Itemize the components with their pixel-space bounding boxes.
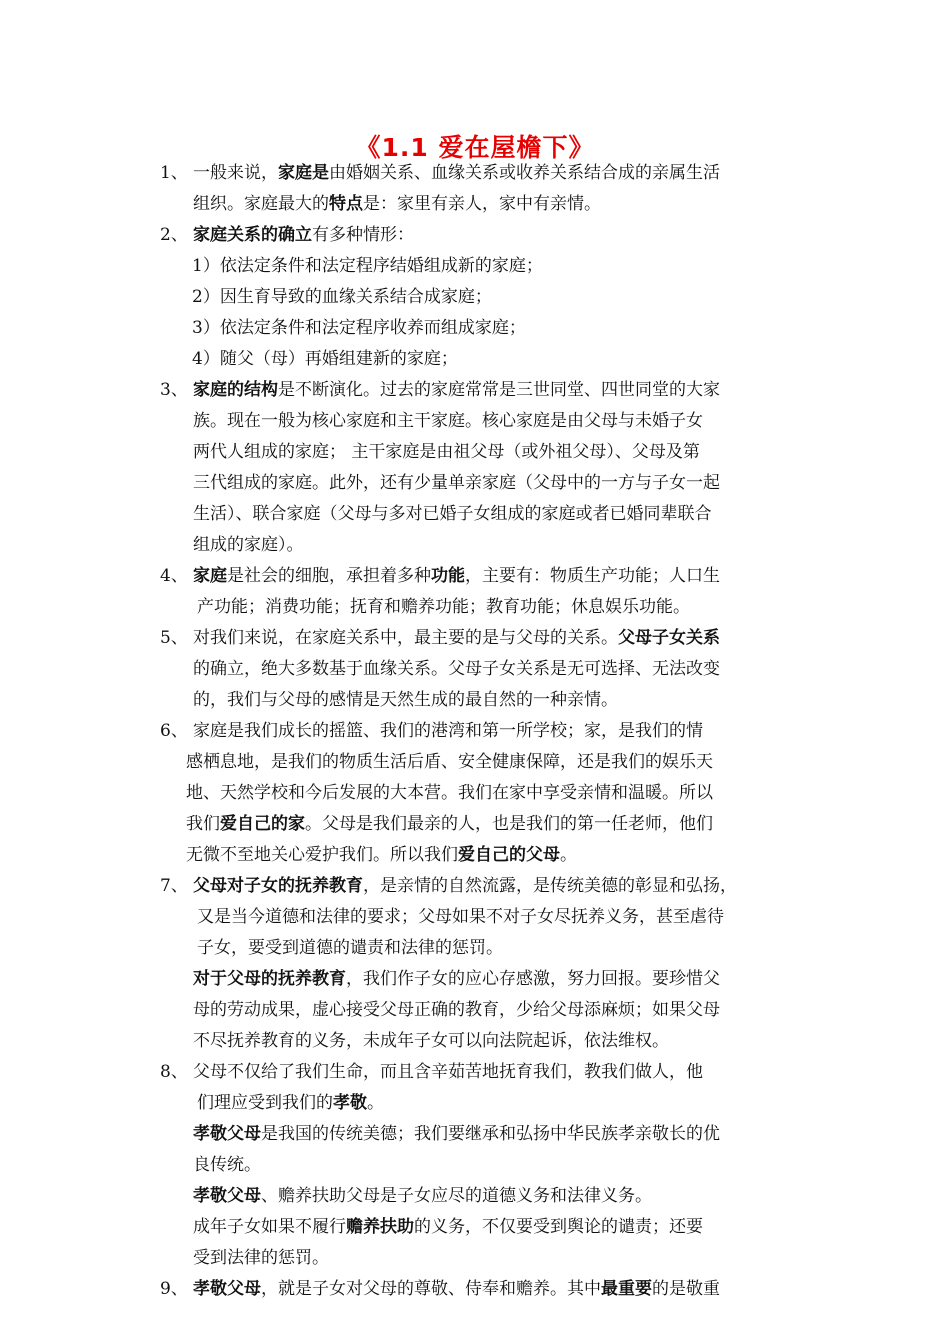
bold-term: 孝敬父母	[193, 1124, 261, 1144]
bold-term: 父母子女关系	[618, 628, 720, 648]
text: 我们	[186, 814, 220, 834]
item-2-sub-3: 3）依法定条件和法定程序收养而组成家庭；	[192, 318, 526, 338]
bold-term: 对于父母的抚养教育	[193, 969, 346, 989]
item-1-line-1	[160, 158, 800, 189]
text: 。	[560, 845, 577, 865]
text: 一般来说，	[193, 163, 278, 183]
item-8-line-1	[160, 1057, 800, 1088]
text: 由婚姻关系、血缘关系或收养关系结合成的亲属生活	[329, 163, 720, 183]
item-number: 1、	[160, 163, 188, 183]
bold-term: 家庭关系的确立	[193, 225, 312, 245]
text: 的义务，不仅要受到舆论的谴责；还要	[414, 1217, 703, 1237]
item-2-line-1	[160, 220, 800, 251]
text: ，是亲情的自然流露，是传统美德的彰显和弘扬，	[363, 876, 737, 896]
text: 。	[367, 1093, 384, 1113]
text: 家庭是我们成长的摇篮、我们的港湾和第一所学校；家，是我们的情	[193, 721, 703, 741]
text: 有多种情形：	[312, 225, 414, 245]
item-number: 2、	[160, 225, 188, 245]
item-number: 7、	[160, 876, 188, 896]
bold-term: 孝敬父母	[193, 1279, 261, 1299]
bold-term: 功能	[431, 566, 465, 586]
document-title: 《1.1 爱在屋檐下》	[355, 133, 595, 162]
item-6-line-3: 地、天然学校和今后发展的大本营。我们在家中享受亲情和温暖。所以	[186, 783, 713, 803]
item-5-line-1	[160, 623, 800, 654]
document-body	[160, 158, 800, 1305]
item-number: 5、	[160, 628, 188, 648]
text: 是：家里有亲人，家中有亲情。	[363, 194, 601, 214]
item-3-line-3: 两代人组成的家庭； 主干家庭是由祖父母（或外祖父母）、父母及第	[193, 442, 700, 462]
text: 是社会的细胞，承担着多种	[227, 566, 431, 586]
item-8-line-7: 受到法律的惩罚。	[193, 1248, 329, 1268]
item-1-line-2	[160, 189, 800, 220]
item-7-line-6: 不尽抚养教育的义务，未成年子女可以向法院起诉，依法维权。	[193, 1031, 669, 1051]
bold-term: 孝敬父母	[193, 1186, 261, 1206]
item-3-line-6: 组成的家庭）。	[193, 535, 304, 555]
text: 父母不仅给了我们生命，而且含辛茹苦地抚育我们，教我们做人，他	[193, 1062, 703, 1082]
item-number: 4、	[160, 566, 188, 586]
text: 的是敬重	[652, 1279, 720, 1299]
item-8-line-2	[160, 1088, 800, 1119]
item-3-line-1	[160, 375, 800, 406]
item-9-line-1	[160, 1274, 800, 1305]
item-8-line-6	[160, 1212, 800, 1243]
bold-term: 家庭的结构	[193, 380, 278, 400]
item-number: 8、	[160, 1062, 188, 1082]
item-6-line-2: 感栖息地，是我们的物质生活后盾、安全健康保障，还是我们的娱乐天	[186, 752, 713, 772]
bold-term: 家庭是	[278, 163, 329, 183]
item-7-line-1	[160, 871, 800, 902]
item-number: 3、	[160, 380, 188, 400]
item-7-line-4	[160, 964, 800, 995]
text: 是不断演化。过去的家庭常常是三世同堂、四世同堂的大家	[278, 380, 720, 400]
item-3-line-2: 族。现在一般为核心家庭和主干家庭。核心家庭是由父母与未婚子女	[193, 411, 703, 431]
bold-term: 特点	[329, 194, 363, 214]
item-8-line-4: 良传统。	[193, 1155, 261, 1175]
item-5-line-2: 的确立，绝大多数基于血缘关系。父母子女关系是无可选择、无法改变	[193, 659, 720, 679]
text: 。父母是我们最亲的人，也是我们的第一任老师，他们	[305, 814, 713, 834]
bold-term: 最重要	[601, 1279, 652, 1299]
item-6-line-5	[160, 840, 800, 871]
item-number: 9、	[160, 1279, 188, 1299]
item-7-line-2: 又是当今道德和法律的要求；父母如果不对子女尽抚养义务，甚至虐待	[197, 907, 724, 927]
bold-term: 赡养扶助	[346, 1217, 414, 1237]
bold-term: 孝敬	[333, 1093, 367, 1113]
text: 、赡养扶助父母是子女应尽的道德义务和法律义务。	[261, 1186, 652, 1206]
item-7-line-5: 母的劳动成果，虚心接受父母正确的教育，少给父母添麻烦；如果父母	[193, 1000, 720, 1020]
text: ，就是子女对父母的尊敬、侍奉和赡养。其中	[261, 1279, 601, 1299]
text: 对我们来说，在家庭关系中，最主要的是与父母的关系。	[193, 628, 618, 648]
item-3-line-5: 生活）、联合家庭（父母与多对已婚子女组成的家庭或者已婚同辈联合	[193, 504, 712, 524]
text: ，我们作子女的应心存感激，努力回报。要珍惜父	[346, 969, 720, 989]
text: ，主要有：物质生产功能；人口生	[465, 566, 720, 586]
item-2-sub-2: 2）因生育导致的血缘关系结合成家庭；	[192, 287, 492, 307]
text: 是我国的传统美德；我们要继承和弘扬中华民族孝亲敬长的优	[261, 1124, 720, 1144]
item-2-sub-1: 1）依法定条件和法定程序结婚组成新的家庭；	[192, 256, 543, 276]
text: 无微不至地关心爱护我们。所以我们	[186, 845, 458, 865]
text: 们理应受到我们的	[197, 1093, 333, 1113]
item-5-line-3: 的，我们与父母的感情是天然生成的最自然的一种亲情。	[193, 690, 618, 710]
item-8-line-5	[160, 1181, 800, 1212]
item-4-line-1	[160, 561, 800, 592]
item-3-line-4: 三代组成的家庭。此外，还有少量单亲家庭（父母中的一方与子女一起	[193, 473, 720, 493]
item-number: 6、	[160, 721, 188, 741]
item-4-line-2: 产功能；消费功能；抚育和赡养功能；教育功能；休息娱乐功能。	[197, 597, 690, 617]
text: 成年子女如果不履行	[193, 1217, 346, 1237]
bold-term: 爱自己的父母	[458, 845, 560, 865]
bold-term: 爱自己的家	[220, 814, 305, 834]
item-2-sub-4: 4）随父（母）再婚组建新的家庭；	[192, 349, 458, 369]
item-6-line-1	[160, 716, 800, 747]
bold-term: 家庭	[193, 566, 227, 586]
item-7-line-3: 子女，要受到道德的谴责和法律的惩罚。	[197, 938, 503, 958]
text: 组织。家庭最大的	[193, 194, 329, 214]
item-8-line-3	[160, 1119, 800, 1150]
item-6-line-4	[160, 809, 800, 840]
bold-term: 父母对子女的抚养教育	[193, 876, 363, 896]
